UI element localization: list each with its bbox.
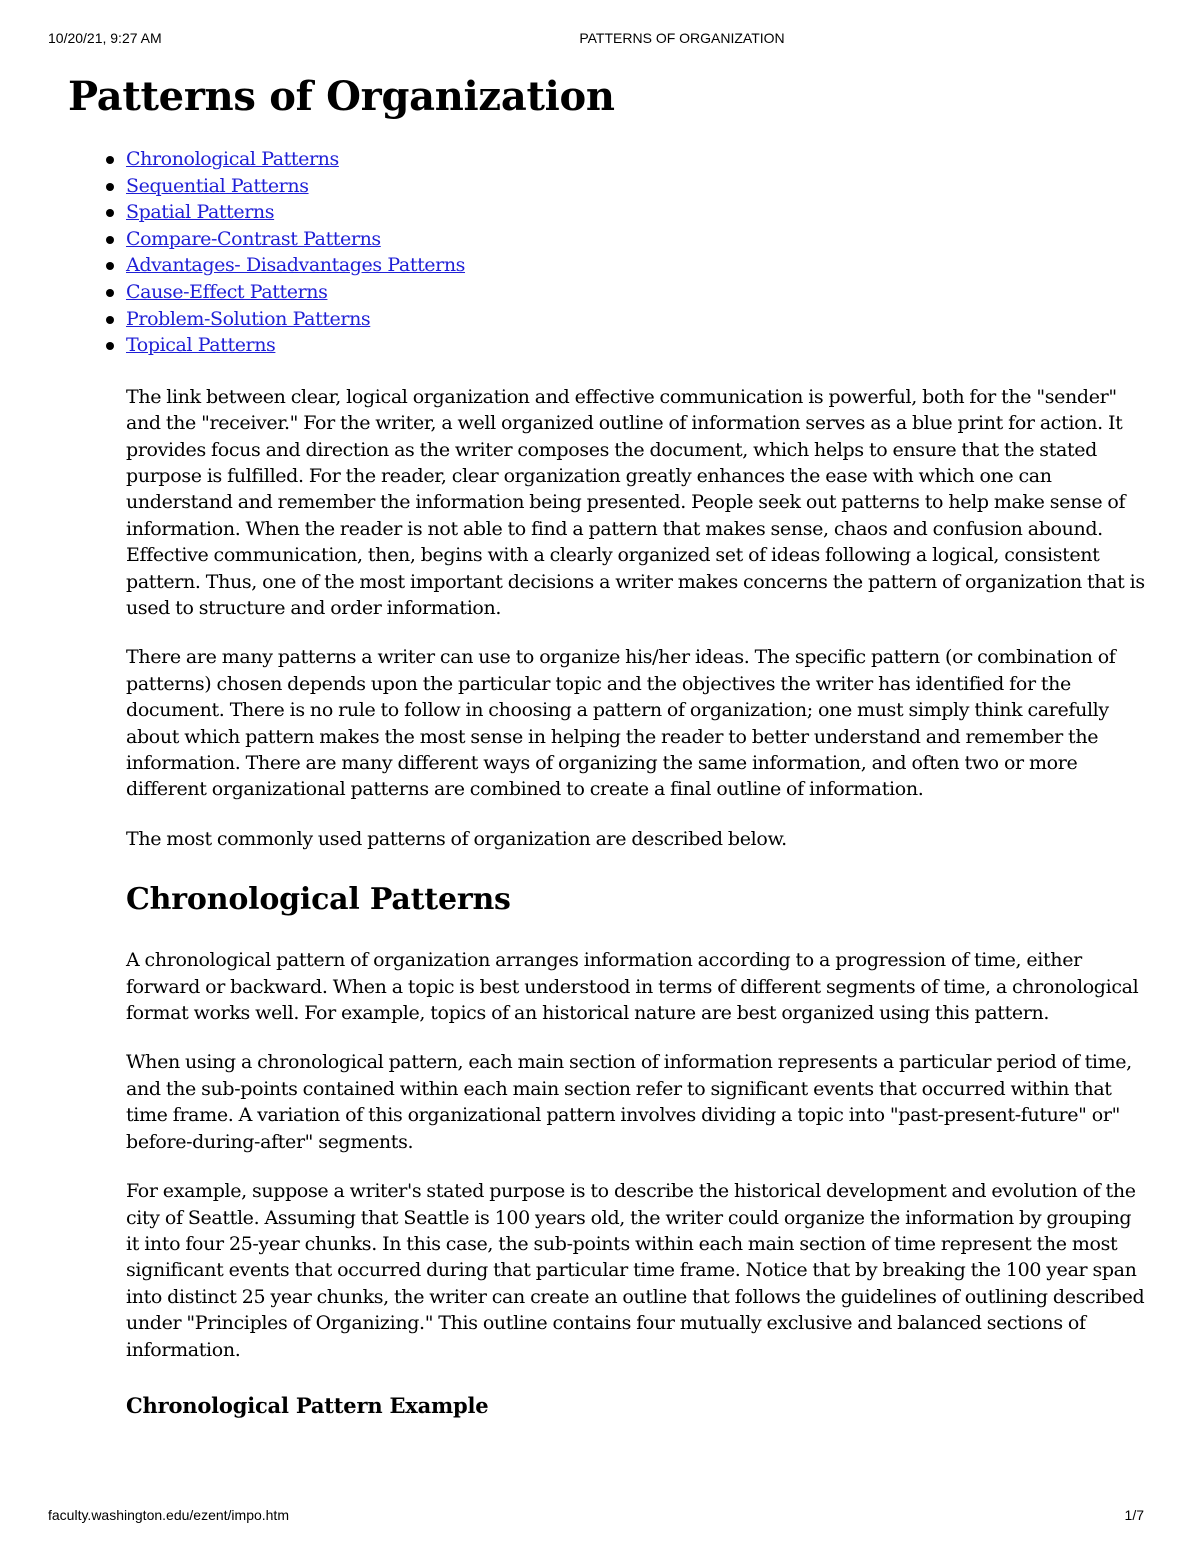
chronological-paragraph-3: For example, suppose a writer's stated purpose is to describe the historical development and evolution of the city of Seattle. Assuming that Seattle is 100 years old, the writer could organize the information by grouping it into four 25-year chunks. In this case, the sub-points within each main section of time represent the most significant events that occurred during that particular time frame. Notice that by breaking the 100 year span into distinct 25 year chunks, the writer can create an outline that follows the guidelines of outlining described under "Principles of Organizing." This outline contains four mutually exclusive and balanced sections of information. (126, 1180, 1145, 1361)
print-page-number: 1/7 (1124, 1507, 1144, 1523)
print-doc-title: PATTERNS OF ORGANIZATION (579, 30, 785, 46)
toc-link-advantages-disadvantages[interactable]: Advantages- Disadvantages Patterns (126, 254, 466, 277)
print-url: faculty.washington.edu/ezent/impo.htm (48, 1507, 289, 1523)
toc-link-problem-solution[interactable]: Problem-Solution Patterns (126, 307, 371, 330)
document-content (68, 70, 1148, 1421)
toc-item (126, 173, 1148, 200)
toc-link-spatial[interactable]: Spatial Patterns (126, 201, 275, 224)
bullet-icon (106, 183, 114, 191)
example-heading: Chronological Pattern Example (126, 1392, 489, 1418)
toc-item (126, 332, 1148, 359)
table-of-contents (68, 146, 1148, 359)
bullet-icon (106, 316, 114, 324)
toc-link-compare-contrast[interactable]: Compare-Contrast Patterns (126, 227, 381, 250)
toc-link-topical[interactable]: Topical Patterns (126, 334, 276, 357)
bullet-icon (106, 236, 114, 244)
toc-item (126, 199, 1148, 226)
print-header (0, 30, 1200, 50)
bullet-icon (106, 342, 114, 350)
print-footer (0, 1507, 1200, 1527)
toc-link-chronological[interactable]: Chronological Patterns (126, 148, 339, 170)
toc-item (126, 146, 1148, 173)
chronological-paragraph-2: When using a chronological pattern, each main section of information represents a particular period of time, and the sub-points contained within each main section refer to significant events that occurred within that time frame. A variation of this organizational pattern involves dividing a topic into "past-present-future" or" before-during-after" segments. (126, 1051, 1132, 1153)
toc-item (126, 226, 1148, 253)
intro-paragraph-2: There are many patterns a writer can use to organize his/her ideas. The specific pattern (or combination of patterns) chosen depends upon the particular topic and the objectives the writer has identified for the document. There is no rule to follow in choosing a pattern of organization; one must simply think carefully about which pattern makes the most sense in helping the reader to better understand and remember the information. There are many different ways of organizing the same information, and often two or more different organizational patterns are combined to create a final outline of information. (126, 646, 1116, 801)
body-block (126, 359, 1148, 1421)
intro-paragraph-3: The most commonly used patterns of organization are described below. (126, 827, 787, 850)
toc-link-cause-effect[interactable]: Cause-Effect Patterns (126, 280, 328, 303)
bullet-icon (106, 262, 114, 270)
print-datetime: 10/20/21, 9:27 AM (48, 30, 162, 46)
chronological-paragraph-1: A chronological pattern of organization arranges information according to a progression of time, either forward or backward. When a topic is best understood in terms of different segments of time, a chronological format works well. For example, topics of an historical nature are best organized using this pattern. (126, 949, 1139, 1025)
bullet-icon (106, 209, 114, 217)
toc-item (126, 306, 1148, 333)
toc-link-sequential[interactable]: Sequential Patterns (126, 174, 309, 197)
bullet-icon (106, 156, 114, 164)
section-heading-chronological: Chronological Patterns (126, 882, 511, 918)
toc-item (126, 279, 1148, 306)
toc-item (126, 252, 1148, 279)
intro-paragraph-1: The link between clear, logical organization and effective communication is powerful, both for the "sender" and the "receiver." For the writer, a well organized outline of information serves as a blue print for action. It provides focus and direction as the writer composes the document, which helps to ensure that the stated purpose is fulfilled. For the reader, clear organization greatly enhances the ease with which one can understand and remember the information being presented. People seek out patterns to help make sense of information. When the reader is not able to find a pattern that makes sense, chaos and confusion abound. Effective communication, then, begins with a clearly organized set of ideas following a logical, consistent pattern. Thus, one of the most important decisions a writer makes concerns the pattern of organization that is used to structure and order information. (126, 385, 1145, 619)
page-title: Patterns of Organization (68, 73, 615, 120)
bullet-icon (106, 289, 114, 297)
